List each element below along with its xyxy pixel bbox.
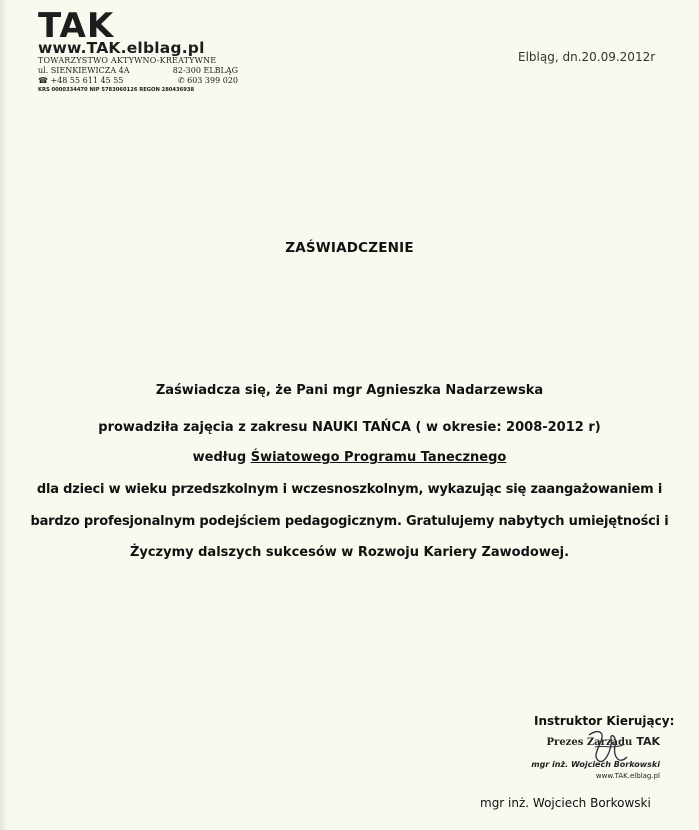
- body-line-2: [0, 420, 699, 435]
- stamp-line-2: mgr inż. Wojciech Borkowski: [531, 760, 660, 769]
- letterhead-url: www.TAK.elblag.pl: [38, 39, 205, 57]
- body-line-6: [0, 545, 699, 560]
- signatory-role: Instruktor Kierujący:: [534, 714, 675, 728]
- stamp-president: Prezes Zarządu: [546, 737, 633, 748]
- body-line-4-text: dla dzieci w wieku przedszkolnym i wczesnoszkolnym, wykazując się zaangażowaniem i: [36, 482, 663, 497]
- body-line-1: [0, 383, 699, 398]
- scan-edge: [0, 0, 8, 830]
- body-line-1-text: Zaświadcza się, że Pani mgr Agnieszka Nadarzewska: [155, 383, 544, 398]
- program-name: Światowego Programu Tanecznego: [250, 450, 507, 465]
- letterhead-phone: ☎ +48 55 611 45 55: [38, 76, 124, 85]
- handwritten-signature: [583, 727, 633, 771]
- signatory-name: mgr inż. Wojciech Borkowski: [480, 796, 651, 810]
- body-line-3-prefix: według: [192, 450, 251, 465]
- document-title: ZAŚWIADCZENIE: [285, 240, 414, 256]
- body-line-4: [0, 482, 699, 497]
- letterhead-street: ul. SIENKIEWICZA 4A: [38, 66, 130, 75]
- letterhead-mobile: ✆ 603 399 020: [177, 76, 238, 85]
- letterhead-phone-row: [38, 76, 238, 86]
- letterhead-postal: 82-300 ELBLĄG: [172, 66, 238, 75]
- stamp-tak: TAK: [636, 735, 660, 748]
- letterhead-registry: KRS 0000334470 NIP 5783060126 REGON 280436938: [38, 87, 195, 93]
- letterhead-address-row: [38, 66, 238, 76]
- body-line-2-text: prowadziła zajęcia z zakresu NAUKI TAŃCA ( w okresie: 2008-2012 r): [98, 420, 601, 435]
- stamp-line-3: www.TAK.elblag.pl: [595, 772, 660, 780]
- tak-logo: TAK: [38, 6, 115, 46]
- letterhead-organization: TOWARZYSTWO AKTYWNO-KREATYWNE: [38, 56, 217, 65]
- body-line-5-text: bardzo profesjonalnym podejściem pedagogicznym. Gratulujemy nabytych umiejętności i: [30, 514, 669, 529]
- letterhead-stamp: [38, 6, 238, 94]
- document-date: Elbląg, dn.20.09.2012r: [518, 50, 656, 64]
- body-line-5: [0, 514, 699, 529]
- body-line-3: [0, 450, 699, 465]
- body-line-6-text: Życzymy dalszych sukcesów w Rozwoju Kariery Zawodowej.: [129, 545, 570, 560]
